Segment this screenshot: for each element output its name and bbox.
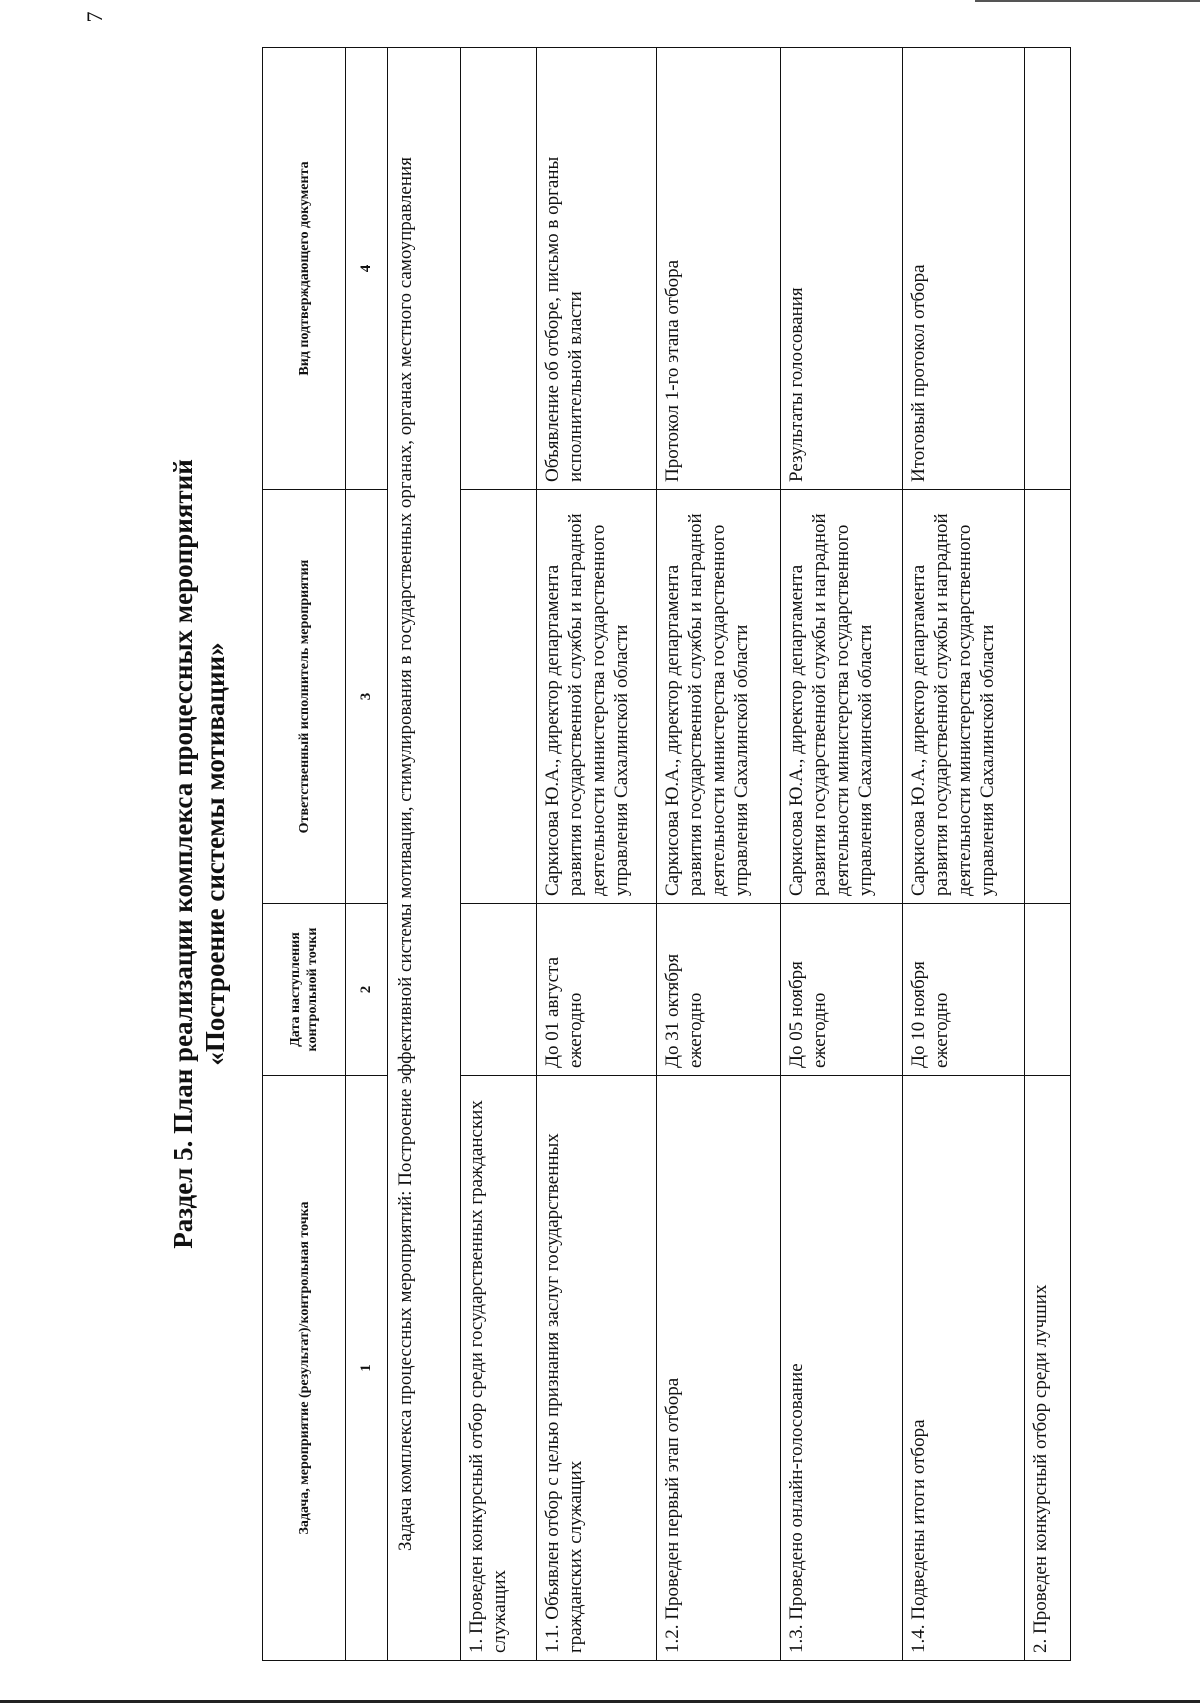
table-row (903, 48, 1025, 1661)
row-document: Итоговый протокол отбора (903, 48, 1025, 490)
column-number: 3 (346, 490, 388, 904)
row-document: Протокол 1-го этапа отбора (657, 48, 781, 490)
section-subtitle: «Построение системы мотивации» (200, 642, 230, 1066)
row-executor: Саркисова Ю.А., директор департамента развития государственной службы и наградной деятельности министерства государственного управления Сахалинской области (537, 490, 657, 904)
row-date: До 31 октября ежегодно (657, 904, 781, 1076)
row-document (461, 48, 537, 490)
row-document: Результаты голосования (781, 48, 903, 490)
column-number: 4 (346, 48, 388, 490)
table-row (537, 48, 657, 1661)
row-executor (461, 490, 537, 904)
row-executor (1025, 490, 1071, 904)
column-number: 2 (346, 904, 388, 1076)
row-item: 1.4. Подведены итоги отбора (903, 1076, 1025, 1661)
row-date (461, 904, 537, 1076)
table-row (781, 48, 903, 1661)
header-task: Задача, мероприятие (результат)/контрольная точка (263, 1076, 346, 1661)
row-document: Объявление об отборе, письмо в органы исполнительной власти (537, 48, 657, 490)
row-date: До 01 августа ежегодно (537, 904, 657, 1076)
scan-edge-line-bottom (0, 1700, 1200, 1703)
row-executor: Саркисова Ю.А., директор департамента развития государственной службы и наградной деятельности министерства государственного управления Сахалинской области (903, 490, 1025, 904)
row-date: До 10 ноября ежегодно (903, 904, 1025, 1076)
page-number: 7 (82, 11, 107, 23)
row-item: 1.3. Проведено онлайн-голосование (781, 1076, 903, 1661)
row-executor: Саркисова Ю.А., директор департамента развития государственной службы и наградной деятельности министерства государственного управления Сахалинской области (781, 490, 903, 904)
table-header-row (263, 48, 346, 1661)
header-document: Вид подтверждающего документа (263, 48, 346, 490)
row-item: 2. Проведен конкурсный отбор среди лучших (1025, 1076, 1071, 1661)
table-row (657, 48, 781, 1661)
row-executor: Саркисова Ю.А., директор департамента развития государственной службы и наградной деятельности министерства государственного управления Сахалинской области (657, 490, 781, 904)
table-row (461, 48, 537, 1661)
row-item: 1. Проведен конкурсный отбор среди государственных гражданских служащих (461, 1076, 537, 1661)
row-item: 1.1. Объявлен отбор с целью признания заслуг государственных гражданских служащих (537, 1076, 657, 1661)
table-row (1025, 48, 1071, 1661)
header-executor: Ответственный исполнитель мероприятия (263, 490, 346, 904)
section-title: Раздел 5. План реализации комплекса процессных мероприятий (168, 459, 198, 1249)
row-document (1025, 48, 1071, 490)
row-item: 1.2. Проведен первый этап отбора (657, 1076, 781, 1661)
task-description: Задача комплекса процессных мероприятий: Построение эффективной системы мотивации, стимулирования в государственных органах, органах местного самоуправления (388, 48, 461, 1661)
row-date: До 05 ноября ежегодно (781, 904, 903, 1076)
implementation-plan-table (262, 47, 1071, 1661)
column-number: 1 (346, 1076, 388, 1661)
header-date: Дата наступления контрольной точки (263, 904, 346, 1076)
task-row (388, 48, 461, 1661)
row-date (1025, 904, 1071, 1076)
column-number-row (346, 48, 388, 1661)
